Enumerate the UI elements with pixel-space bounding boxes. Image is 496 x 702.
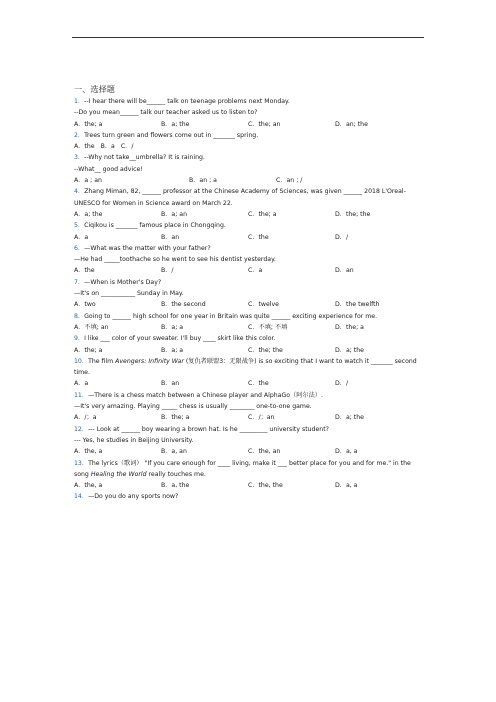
option-c[interactable]: C．the	[248, 380, 269, 388]
option-c[interactable]: C．twelve	[248, 301, 279, 309]
option-b[interactable]: B．the second	[161, 301, 206, 309]
question-number: 11．	[74, 391, 89, 399]
question-number: 7．	[74, 278, 85, 286]
option-c[interactable]: C．the; a	[248, 210, 277, 218]
question-text: --I hear there will be______ talk on teenage problems next Monday.	[84, 98, 290, 105]
question-number: 1．	[74, 98, 85, 105]
option-d[interactable]: D．a; the	[335, 414, 364, 422]
option-d[interactable]: D．the twelfth	[335, 301, 380, 309]
question-14-stem	[74, 491, 424, 502]
option-c[interactable]: C．an ; /	[276, 177, 303, 185]
question-number: 3．	[74, 154, 85, 162]
question-number: 13．	[74, 459, 89, 467]
film-title: Avengers: Infinity War	[115, 357, 184, 365]
option-a[interactable]: A．a ; an	[74, 177, 102, 185]
option-c[interactable]: C．/	[120, 143, 134, 151]
question-text: Ciqikou is _______ famous place in Chongqing.	[84, 222, 226, 230]
question-9-options	[74, 345, 424, 356]
question-6-options	[74, 265, 424, 276]
option-c[interactable]: C．the; the	[248, 346, 283, 354]
question-text: —Do you do any sports now?	[88, 493, 179, 501]
question-13-stem	[74, 458, 424, 481]
option-d[interactable]: D．a; the	[335, 346, 364, 354]
option-b[interactable]: B．a, the	[161, 482, 190, 490]
question-4-stem	[74, 186, 424, 209]
question-7-stem	[74, 277, 424, 288]
question-text-lead: The film	[88, 357, 116, 365]
question-13-options	[74, 480, 424, 491]
question-text: --- Look at ______ boy wearing a brown hat. Is he _________ university student?	[88, 425, 329, 433]
option-c[interactable]: C．the, the	[248, 482, 283, 490]
option-a[interactable]: A．a	[74, 380, 89, 388]
option-a[interactable]: A．the, a	[74, 448, 103, 456]
option-c[interactable]: C．the, an	[248, 448, 281, 456]
question-text: —There is a chess match between a Chinese player and AlphaGo（阿尔法）.	[88, 391, 323, 399]
question-text-tail: (复仇者联盟3：无限战争) is so exciting that I want to watch it _______ second time.	[74, 357, 417, 377]
option-d[interactable]: D．the; a	[335, 323, 364, 331]
option-b[interactable]: B．an	[161, 233, 180, 241]
question-number: 10．	[74, 357, 89, 365]
question-number: 12．	[74, 425, 89, 433]
question-text: —What was the matter with your father?	[84, 244, 211, 252]
question-sheet	[74, 83, 424, 503]
option-d[interactable]: D．/	[335, 380, 349, 388]
option-a[interactable]: A．the; a	[74, 120, 103, 128]
option-a[interactable]: A．the, a	[74, 482, 103, 490]
option-a[interactable]: A．the	[74, 267, 95, 275]
option-a[interactable]: A．the	[74, 143, 95, 151]
option-c[interactable]: C．/；an	[248, 414, 275, 422]
option-b[interactable]: B．a; a	[161, 346, 184, 354]
question-3-options	[74, 175, 424, 186]
question-7-options	[74, 299, 424, 310]
question-7-reply: —It's on ___________ Sunday in May.	[74, 290, 184, 298]
question-8-options	[74, 322, 424, 333]
option-d[interactable]: D．an; the	[335, 120, 368, 128]
question-number: 4．	[74, 188, 85, 196]
option-d[interactable]: D．the; the	[335, 210, 371, 218]
option-c[interactable]: C．the; an	[248, 120, 281, 128]
question-text: Zhang Miman, 82, ______ professor at the Chinese Academy of Sciences, was given ______ 2018 L'Oreal-UNESCO for Women in Science award on March 22.	[74, 188, 406, 207]
question-number: 14．	[74, 493, 89, 501]
question-10-options	[74, 378, 424, 389]
question-5-stem	[74, 220, 424, 231]
question-6-reply: —He had _____toothache so he went to see his dentist yesterday.	[74, 256, 276, 264]
option-a[interactable]: A．the; a	[74, 346, 103, 354]
option-b[interactable]: B．a; an	[161, 210, 187, 218]
song-title: Healing the World	[90, 470, 147, 478]
option-b[interactable]: B．a; the	[161, 120, 190, 128]
option-a[interactable]: A．/；a	[74, 414, 97, 422]
question-12-options	[74, 446, 424, 457]
question-2-options	[74, 141, 424, 152]
option-d[interactable]: D．an	[335, 267, 354, 275]
option-b[interactable]: B．/	[161, 267, 174, 275]
question-3-stem	[74, 152, 424, 163]
question-1-reply: --Do you mean______ talk our teacher asked us to listen to?	[74, 109, 258, 117]
question-5-options	[74, 232, 424, 243]
question-2-stem	[74, 130, 424, 141]
question-number: 9．	[74, 335, 85, 343]
option-d[interactable]: D．a, a	[335, 482, 358, 490]
question-text: Trees turn green and flowers come out in _______ spring.	[84, 131, 259, 139]
question-9-stem	[74, 333, 424, 344]
question-4-options	[74, 209, 424, 220]
question-3-reply: --What__ good advice!	[74, 165, 143, 173]
option-b[interactable]: B．a; a	[161, 323, 184, 331]
question-10-stem	[74, 356, 424, 379]
option-a[interactable]: A．two	[74, 301, 96, 309]
question-number: 6．	[74, 244, 85, 252]
header-rule	[72, 37, 424, 38]
option-d[interactable]: D．a, a	[335, 448, 358, 456]
question-1-options	[74, 119, 424, 130]
question-12-reply: --- Yes, he studies in Beijing University.	[74, 436, 194, 444]
option-c[interactable]: C．a	[248, 267, 263, 275]
question-12-stem	[74, 424, 424, 435]
question-number: 8．	[74, 312, 85, 320]
option-a[interactable]: A．a; the	[74, 210, 103, 218]
question-11-stem	[74, 390, 424, 401]
option-c[interactable]: C．不填; 不填	[248, 323, 288, 331]
question-11-reply: —It's very amazing. Playing _____ chess is usually ________ one-to-one game.	[74, 403, 312, 411]
question-text: I like ___ color of your sweater. I'll buy ____ skirt like this color.	[84, 335, 276, 343]
option-b[interactable]: B．the; a	[161, 414, 190, 422]
question-text-lead: The lyrics（歌词） "If you care enough for ____ living, make it ___ better place for you and for me." in the song	[74, 459, 411, 478]
question-text: --Why not take__umbrella? It is raining.	[84, 154, 205, 162]
question-1-stem	[74, 96, 424, 107]
option-c[interactable]: C．the	[248, 233, 269, 241]
question-number: 5．	[74, 222, 85, 230]
option-a[interactable]: A．a	[74, 233, 89, 241]
question-text: —When is Mother's Day?	[84, 278, 162, 286]
option-a[interactable]: A．不填; an	[74, 323, 109, 331]
option-d[interactable]: D．/	[335, 233, 349, 241]
question-11-options	[74, 412, 424, 423]
question-text: Going to ______ high school for one year in Britain was quite ______ exciting experience for me.	[84, 312, 378, 320]
option-b[interactable]: B．a, an	[161, 448, 187, 456]
option-b[interactable]: B．an	[161, 380, 180, 388]
question-number: 2．	[74, 131, 85, 139]
question-6-stem	[74, 243, 424, 254]
question-8-stem	[74, 311, 424, 322]
option-b[interactable]: B．an ; a	[189, 177, 217, 185]
option-b[interactable]: B．a	[100, 143, 115, 151]
question-text-tail: really touches me.	[146, 470, 206, 478]
section-title: 一、选择题	[74, 84, 115, 94]
